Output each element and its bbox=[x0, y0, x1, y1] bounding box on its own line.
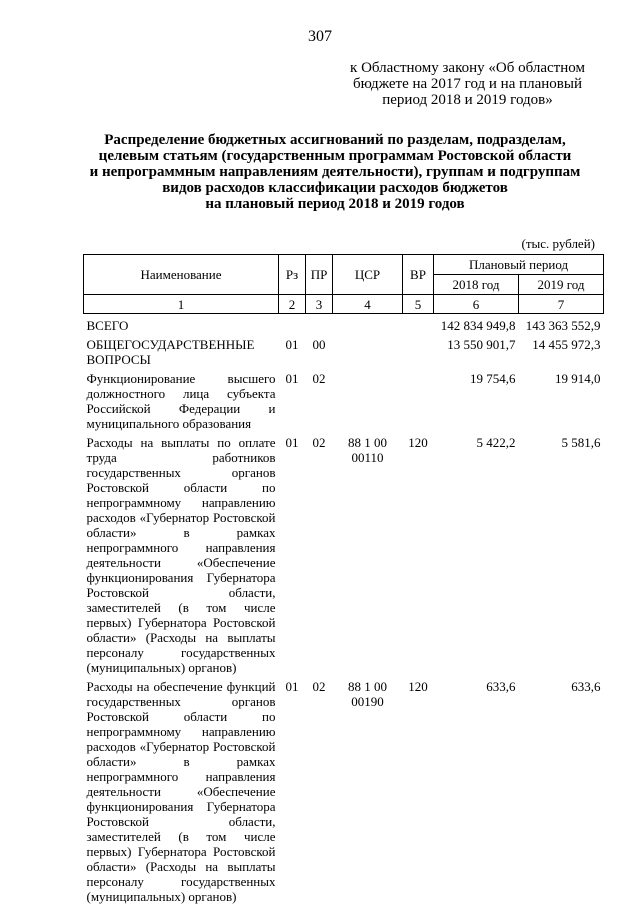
row-value-2018: 633,6 bbox=[486, 679, 516, 694]
header-year-2018: 2018 год bbox=[434, 275, 519, 295]
annex-reference bbox=[330, 60, 605, 108]
row-value-2018: 5 422,2 bbox=[476, 435, 516, 450]
header-pr: ПР bbox=[306, 255, 333, 295]
row-pr: 02 bbox=[312, 435, 326, 450]
table-row bbox=[84, 675, 604, 904]
annex-line: к Областному закону «Об областном bbox=[350, 60, 585, 76]
header-vr: ВР bbox=[403, 255, 434, 295]
table-row bbox=[84, 431, 604, 675]
units-note: (тыс. рублей) bbox=[521, 236, 595, 251]
header-rz: Рз bbox=[279, 255, 306, 295]
row-name: Функционирование высшего должностного лица субъекта Российской Федерации и муниципального образования bbox=[86, 371, 276, 431]
row-vr: 120 bbox=[408, 679, 428, 694]
row-value-2018: 19 754,6 bbox=[470, 371, 516, 386]
annex-line: период 2018 и 2019 годов» bbox=[382, 92, 553, 108]
row-pr: 02 bbox=[312, 371, 326, 386]
row-value-2019: 633,6 bbox=[571, 679, 601, 694]
row-pr bbox=[306, 314, 333, 334]
title-line: и непрограммным направлениям деятельности), группам и подгруппам bbox=[89, 164, 581, 180]
row-csr: 88 1 00 00110 bbox=[348, 435, 387, 465]
header-csr: ЦСР bbox=[333, 255, 403, 295]
column-number: 1 bbox=[84, 295, 279, 314]
row-name: ВСЕГО bbox=[86, 318, 129, 333]
row-csr bbox=[333, 367, 403, 431]
row-rz: 01 bbox=[285, 435, 299, 450]
row-value-2019: 143 363 552,9 bbox=[525, 318, 601, 333]
row-name: Расходы на обеспечение функций государственных органов Ростовской области по непрограммному направлению расходов «Губернатор Ростовской области» в рамках непрограммного направления деятельности «Обеспечение функционирования Губернатора Ростовской области, заместителей (в том числе первых) Губернатора Ростовской области» (Расходы на выплаты персоналу государственных (муниципальных) органов) bbox=[86, 679, 276, 904]
row-vr bbox=[403, 333, 434, 367]
row-rz bbox=[279, 314, 306, 334]
title-line: на плановый период 2018 и 2019 годов bbox=[205, 196, 465, 212]
column-number: 2 bbox=[279, 295, 306, 314]
row-value-2018: 142 834 949,8 bbox=[440, 318, 516, 333]
column-number: 6 bbox=[434, 295, 519, 314]
row-value-2019: 5 581,6 bbox=[561, 435, 601, 450]
row-csr: 88 1 00 00190 bbox=[348, 679, 387, 709]
row-rz: 01 bbox=[285, 371, 299, 386]
title-line: видов расходов классификации расходов бюджетов bbox=[162, 180, 508, 196]
row-pr: 02 bbox=[312, 679, 326, 694]
row-csr bbox=[333, 314, 403, 334]
row-csr bbox=[333, 333, 403, 367]
row-rz: 01 bbox=[285, 337, 299, 352]
table-row bbox=[84, 314, 604, 334]
budget-table bbox=[83, 254, 604, 904]
column-number: 4 bbox=[333, 295, 403, 314]
column-number: 7 bbox=[519, 295, 604, 314]
header-plan-period: Плановый период bbox=[434, 255, 604, 275]
row-pr: 00 bbox=[312, 337, 326, 352]
header-name: Наименование bbox=[84, 255, 279, 295]
row-vr bbox=[403, 314, 434, 334]
column-number-row bbox=[84, 295, 604, 314]
page-number: 307 bbox=[308, 28, 332, 45]
row-value-2019: 14 455 972,3 bbox=[532, 337, 601, 352]
row-vr: 120 bbox=[408, 435, 428, 450]
row-value-2018: 13 550 901,7 bbox=[447, 337, 516, 352]
table-header bbox=[84, 255, 604, 295]
title-line: Распределение бюджетных ассигнований по разделам, подразделам, bbox=[104, 132, 566, 148]
column-number: 5 bbox=[403, 295, 434, 314]
row-rz: 01 bbox=[285, 679, 299, 694]
row-name: Расходы на выплаты по оплате труда работников государственных органов Ростовской области по непрограммному направлению расходов «Губернатор Ростовской области» в рамках непрограммного направления деятельности «Обеспечение функционирования Губернатора Ростовской области, заместителей (в том числе первых) Губернатора Ростовской области» (Расходы на выплаты персоналу государственных (муниципальных) органов) bbox=[86, 435, 276, 675]
row-name: ОБЩЕГОСУДАРСТВЕННЫЕ ВОПРОСЫ bbox=[86, 337, 255, 367]
table-row bbox=[84, 367, 604, 431]
title-line: целевым статьям (государственным программам Ростовской области bbox=[98, 148, 572, 164]
row-value-2019: 19 914,0 bbox=[555, 371, 601, 386]
column-number: 3 bbox=[306, 295, 333, 314]
annex-line: бюджете на 2017 год и на плановый bbox=[352, 76, 582, 92]
document-title bbox=[60, 132, 610, 212]
table-body bbox=[84, 314, 604, 905]
table-row bbox=[84, 333, 604, 367]
header-year-2019: 2019 год bbox=[519, 275, 604, 295]
row-vr bbox=[403, 367, 434, 431]
